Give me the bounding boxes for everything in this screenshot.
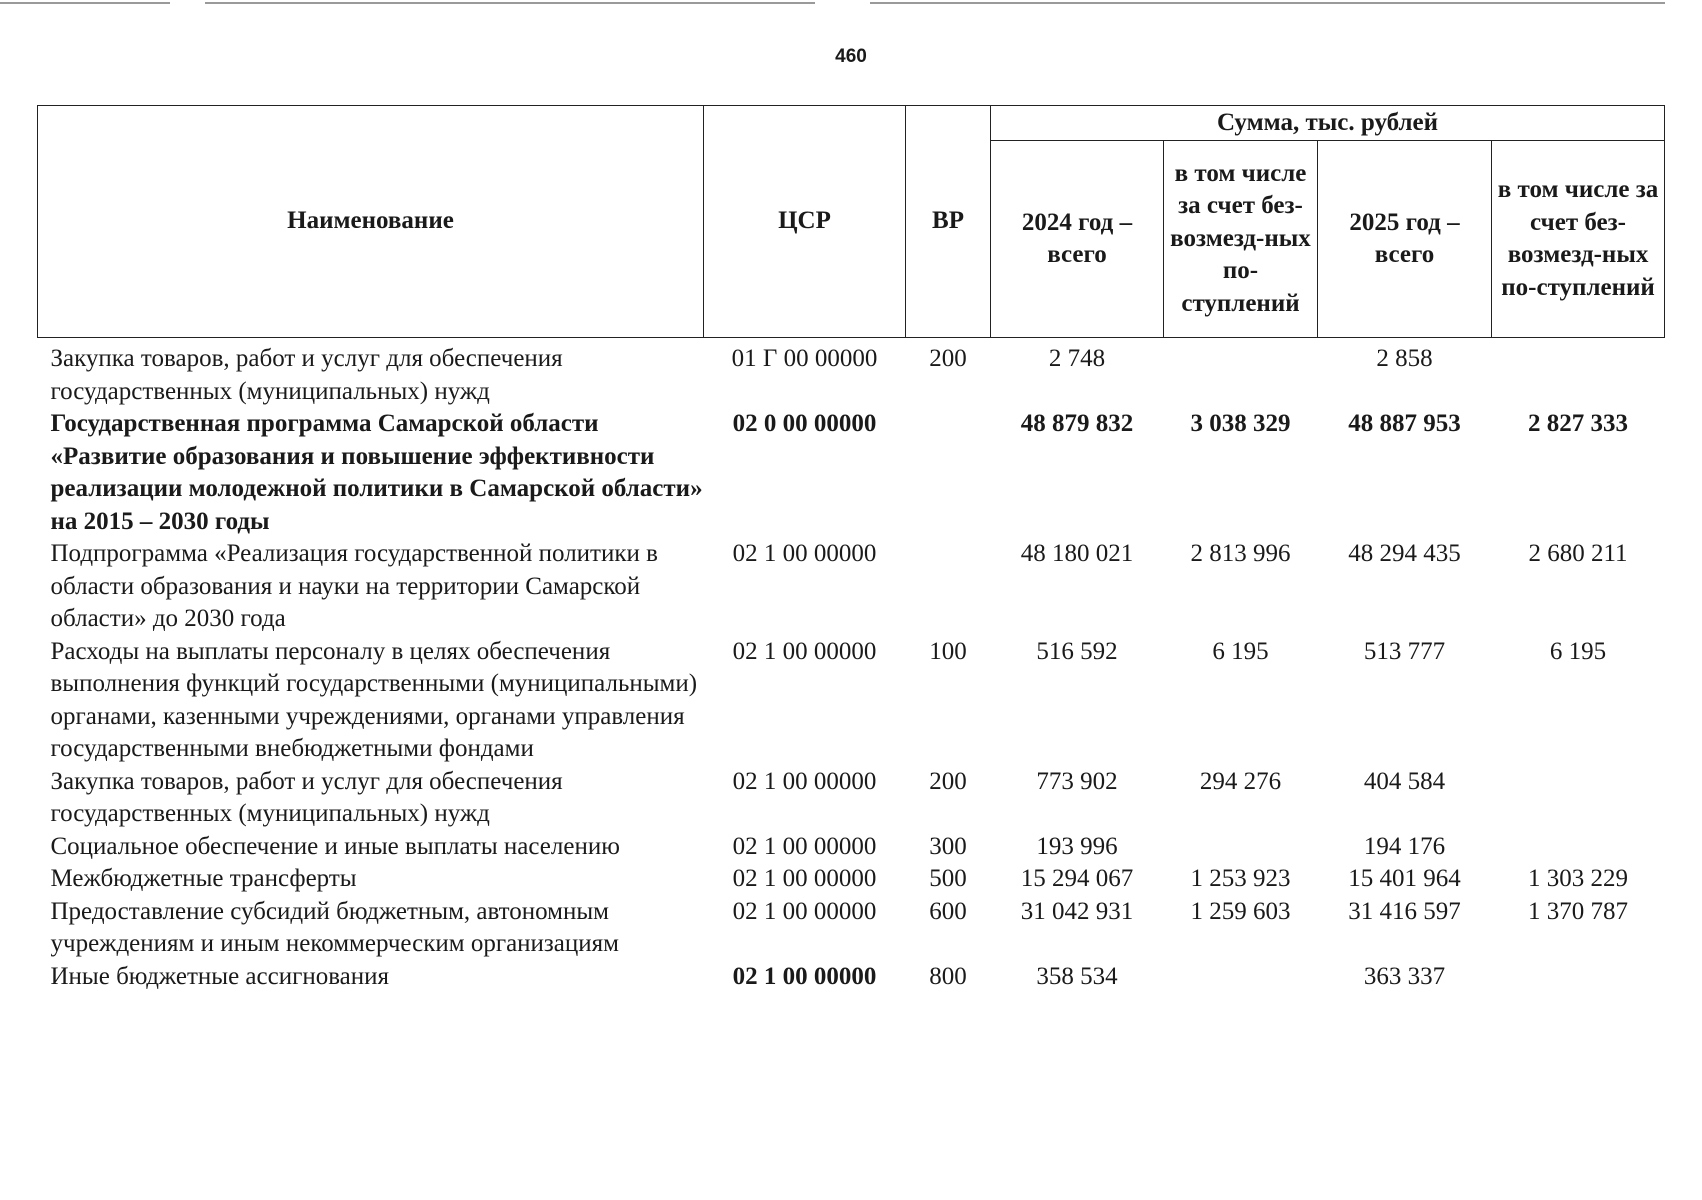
row-2024-free: 294 276 — [1199, 767, 1282, 795]
row-vr: 200 — [929, 767, 967, 795]
row-vr — [906, 408, 991, 538]
row-2025-total: 48 887 953 — [1348, 410, 1461, 437]
row-vr: 600 — [929, 897, 967, 925]
row-2024-total: 15 294 067 — [1020, 865, 1134, 892]
row-csr: 02 0 00 00000 — [732, 410, 877, 437]
row-csr: 02 1 00 00000 — [732, 637, 877, 665]
row-name: Закупка товаров, работ и услуг для обеспечения государственных (муниципальных) нужд — [50, 345, 563, 405]
header-name: Наименование — [38, 106, 704, 338]
row-2025-free — [1492, 961, 1665, 994]
table-row — [38, 896, 1665, 961]
row-2024-total: 31 042 931 — [1020, 897, 1134, 925]
row-2024-total: 48 879 832 — [1020, 410, 1134, 437]
table-row — [38, 863, 1665, 896]
scan-artifact-line — [0, 2, 170, 4]
row-2024-total: 516 592 — [1036, 637, 1118, 665]
row-name: Расходы на выплаты персоналу в целях обеспечения выполнения функций государственными (муниципальными) органами, казенными учреждениями, органами управления государственными внебюджетными фондами — [50, 637, 698, 762]
header-2025-free: в том числе за счет без-возмезд-ных по-ступлений — [1492, 141, 1665, 338]
row-vr — [906, 538, 991, 636]
row-2024-total: 358 534 — [1036, 962, 1118, 990]
row-2024-total: 2 748 — [1048, 345, 1106, 372]
row-2024-total: 193 996 — [1036, 832, 1118, 860]
table-row — [38, 961, 1665, 994]
row-2024-free: 1 259 603 — [1190, 897, 1291, 925]
row-2024-free: 2 813 996 — [1190, 540, 1291, 567]
row-2025-free — [1492, 831, 1665, 864]
row-name: Иные бюджетные ассигнования — [50, 962, 390, 990]
row-vr: 200 — [929, 345, 967, 372]
row-2025-free: 1 370 787 — [1528, 897, 1629, 925]
table-row — [38, 338, 1665, 409]
row-csr: 01 Г 00 00000 — [731, 345, 878, 372]
table-row — [38, 538, 1665, 636]
row-csr: 02 1 00 00000 — [732, 832, 877, 860]
row-csr: 02 1 00 00000 — [732, 540, 877, 567]
row-vr: 300 — [929, 832, 967, 860]
row-vr: 500 — [929, 865, 967, 892]
header-2025-total: 2025 год – всего — [1318, 141, 1492, 338]
table-body — [38, 338, 1665, 994]
budget-table — [37, 105, 1665, 993]
page-number: 460 — [835, 46, 867, 67]
row-2025-total: 363 337 — [1363, 962, 1446, 990]
table-header — [38, 106, 1665, 338]
row-2025-total: 15 401 964 — [1348, 865, 1461, 892]
row-2024-free: 6 195 — [1212, 637, 1269, 665]
header-sum-group: Сумма, тыс. рублей — [991, 106, 1665, 141]
row-name: Закупка товаров, работ и услуг для обеспечения государственных (муниципальных) нужд — [50, 767, 563, 827]
row-name: Социальное обеспечение и иные выплаты населению — [50, 832, 620, 860]
row-2025-free — [1492, 338, 1665, 409]
row-2025-total: 48 294 435 — [1348, 540, 1461, 567]
header-csr: ЦСР — [704, 106, 906, 338]
row-2025-total: 2 858 — [1376, 345, 1433, 372]
row-2024-free — [1164, 961, 1318, 994]
row-2024-free: 1 253 923 — [1190, 865, 1291, 892]
scan-artifact-line — [205, 2, 815, 4]
row-name: Межбюджетные трансферты — [50, 865, 357, 892]
table-row — [38, 766, 1665, 831]
row-name: Государственная программа Самарской области «Развитие образования и повышение эффективности реализации молодежной политики в Самарской области» на 2015 – 2030 годы — [50, 410, 703, 535]
row-2025-total: 31 416 597 — [1348, 897, 1461, 925]
row-2024-free — [1164, 831, 1318, 864]
table-row — [38, 636, 1665, 766]
row-name: Предоставление субсидий бюджетным, автономным учреждениям и иным некоммерческим организациям — [50, 897, 619, 957]
row-2024-total: 773 902 — [1036, 767, 1118, 795]
row-2025-total: 404 584 — [1363, 767, 1446, 795]
row-2025-total: 513 777 — [1363, 637, 1446, 665]
table-row — [38, 831, 1665, 864]
row-2025-total: 194 176 — [1363, 832, 1446, 860]
row-2025-free: 1 303 229 — [1528, 865, 1629, 892]
row-2024-free: 3 038 329 — [1190, 410, 1291, 437]
scan-artifact-line — [870, 2, 1665, 4]
row-vr: 100 — [929, 637, 967, 665]
row-2025-free — [1492, 766, 1665, 831]
header-2024-free: в том числе за счет без-возмезд-ных по-ступлений — [1164, 141, 1318, 338]
row-csr: 02 1 00 00000 — [732, 962, 877, 990]
row-vr: 800 — [929, 962, 967, 990]
row-csr: 02 1 00 00000 — [732, 865, 877, 892]
header-2024-total: 2024 год – всего — [991, 141, 1164, 338]
row-2025-free: 6 195 — [1549, 637, 1607, 665]
header-vr: ВР — [906, 106, 991, 338]
row-2024-total: 48 180 021 — [1020, 540, 1134, 567]
row-csr: 02 1 00 00000 — [732, 897, 877, 925]
row-2025-free: 2 680 211 — [1528, 540, 1628, 567]
row-csr: 02 1 00 00000 — [732, 767, 877, 795]
table-row — [38, 408, 1665, 538]
row-name: Подпрограмма «Реализация государственной политики в области образования и науки на территории Самарской области» до 2030 года — [50, 540, 658, 632]
row-2025-free: 2 827 333 — [1528, 410, 1629, 437]
row-2024-free — [1164, 338, 1318, 409]
